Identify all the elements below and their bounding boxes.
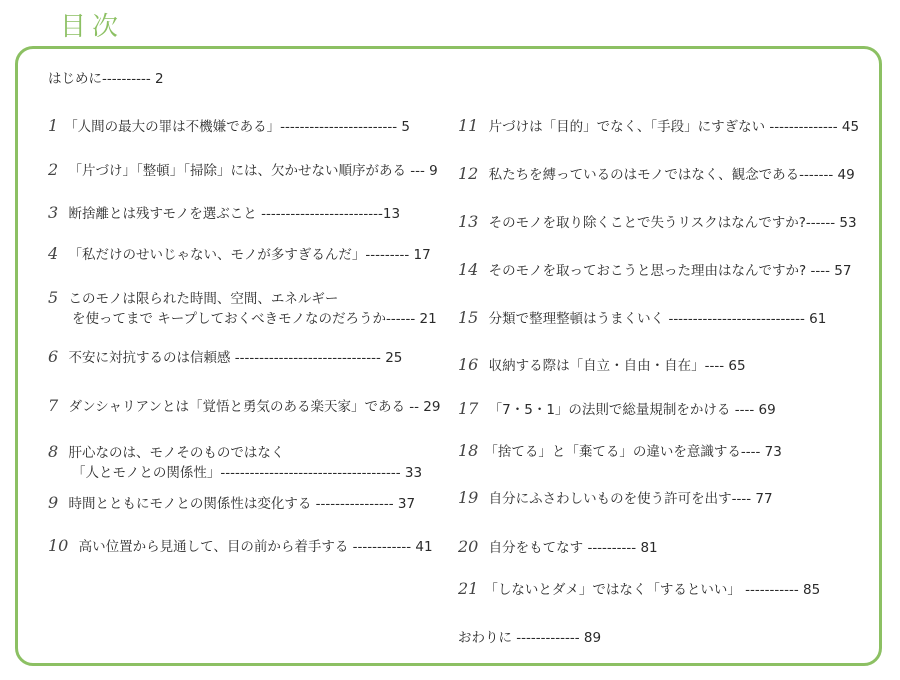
toc-entry-7[interactable] xyxy=(48,397,440,416)
toc-entry-12[interactable] xyxy=(458,165,855,184)
chapter-number: 1 xyxy=(48,116,59,135)
toc-entry-text: 「7・5・1」の法則で総量規制をかける ---- 69 xyxy=(484,402,776,418)
toc-entry-1[interactable] xyxy=(48,117,410,136)
toc-entry-outro[interactable] xyxy=(458,629,601,647)
toc-entry-10[interactable] xyxy=(48,537,433,556)
chapter-number: 21 xyxy=(458,579,479,598)
toc-entry-3[interactable] xyxy=(48,204,400,223)
toc-entry-text: ダンシャリアンとは「覚悟と勇気のある楽天家」である -- 29 xyxy=(64,399,441,415)
chapter-number: 12 xyxy=(458,164,479,183)
toc-entry-text: 「捨てる」と「棄てる」の違いを意識する---- 73 xyxy=(484,444,782,460)
toc-entry-text: 高い位置から見通して、目の前から着手する ------------ 41 xyxy=(74,539,433,555)
chapter-number: 18 xyxy=(458,441,479,460)
toc-entry-text: そのモノを取っておこうと思った理由はなんですか? ---- 57 xyxy=(484,263,852,279)
toc-entry-14[interactable] xyxy=(458,261,851,280)
toc-entry-text: 「片づけ」「整頓」「掃除」には、欠かせない順序がある --- 9 xyxy=(64,163,438,179)
toc-entry-18[interactable] xyxy=(458,442,782,461)
toc-entry-17[interactable] xyxy=(458,400,776,419)
toc-entry-text: このモノは限られた時間、空間、エネルギー xyxy=(64,291,339,307)
toc-entry-15[interactable] xyxy=(458,309,826,328)
toc-entry-text: 自分にふさわしいものを使う許可を出す---- 77 xyxy=(484,491,773,507)
chapter-number: 6 xyxy=(48,347,59,366)
toc-entry-5[interactable] xyxy=(48,289,437,328)
page-title: 目次 xyxy=(60,12,125,42)
toc-entry-6[interactable] xyxy=(48,348,402,367)
toc-entry-text-line2: 「人とモノとの関係性」------------------------------------- 33 xyxy=(72,465,423,481)
toc-entry-text: 私たちを縛っているのはモノではなく、観念である------- 49 xyxy=(484,167,855,183)
toc-entry-text: 「しないとダメ」ではなく「するといい」 ----------- 85 xyxy=(484,582,821,598)
toc-entry-text: 「私だけのせいじゃない、モノが多すぎるんだ」--------- 17 xyxy=(64,247,431,263)
chapter-number: 8 xyxy=(48,442,59,461)
toc-entry-text: 自分をもてなす ---------- 81 xyxy=(484,540,658,556)
chapter-number: 14 xyxy=(458,260,479,279)
toc-entry-text-line2: を使ってまで キープしておくべきモノなのだろうか------ 21 xyxy=(72,311,437,327)
toc-entry-11[interactable] xyxy=(458,117,859,136)
toc-entry-intro[interactable] xyxy=(48,70,164,88)
toc-entry-text: 分類で整理整頓はうまくいく ---------------------------- 61 xyxy=(484,311,827,327)
chapter-number: 7 xyxy=(48,396,59,415)
chapter-number: 5 xyxy=(48,288,59,307)
chapter-number: 11 xyxy=(458,116,479,135)
chapter-number: 16 xyxy=(458,355,479,374)
toc-entry-2[interactable] xyxy=(48,161,438,180)
toc-entry-text: 収納する際は「自立・自由・自在」---- 65 xyxy=(484,358,746,374)
toc-entry-text: 「人間の最大の罪は不機嫌である」------------------------ 5 xyxy=(64,119,410,135)
chapter-number: 2 xyxy=(48,160,59,179)
chapter-number: 9 xyxy=(48,493,59,512)
toc-entry-text: おわりに ------------- 89 xyxy=(458,630,602,646)
toc-entry-text: 時間とともにモノとの関係性は変化する ---------------- 37 xyxy=(64,496,416,512)
chapter-number: 15 xyxy=(458,308,479,327)
chapter-number: 10 xyxy=(48,536,69,555)
toc-entry-text: はじめに---------- 2 xyxy=(48,71,164,87)
toc-entry-16[interactable] xyxy=(458,356,746,375)
chapter-number: 13 xyxy=(458,212,479,231)
toc-entry-text: 肝心なのは、モノそのものではなく xyxy=(64,445,285,461)
toc-entry-13[interactable] xyxy=(458,213,857,232)
toc-entry-9[interactable] xyxy=(48,494,415,513)
toc-entry-19[interactable] xyxy=(458,489,773,508)
toc-entry-text: 断捨離とは残すモノを選ぶこと -------------------------13 xyxy=(64,206,401,222)
chapter-number: 19 xyxy=(458,488,479,507)
toc-entry-21[interactable] xyxy=(458,580,820,599)
toc-entry-text: 片づけは「目的」でなく、「手段」にすぎない -------------- 45 xyxy=(484,119,860,135)
chapter-number: 20 xyxy=(458,537,479,556)
chapter-number: 3 xyxy=(48,203,59,222)
toc-entry-4[interactable] xyxy=(48,245,431,264)
chapter-number: 17 xyxy=(458,399,479,418)
chapter-number: 4 xyxy=(48,244,59,263)
toc-entry-text: そのモノを取り除くことで失うリスクはなんですか?------ 53 xyxy=(484,215,857,231)
toc-entry-8[interactable] xyxy=(48,443,422,482)
toc-entry-20[interactable] xyxy=(458,538,658,557)
toc-entry-text: 不安に対抗するのは信頼感 ------------------------------ 25 xyxy=(64,350,403,366)
